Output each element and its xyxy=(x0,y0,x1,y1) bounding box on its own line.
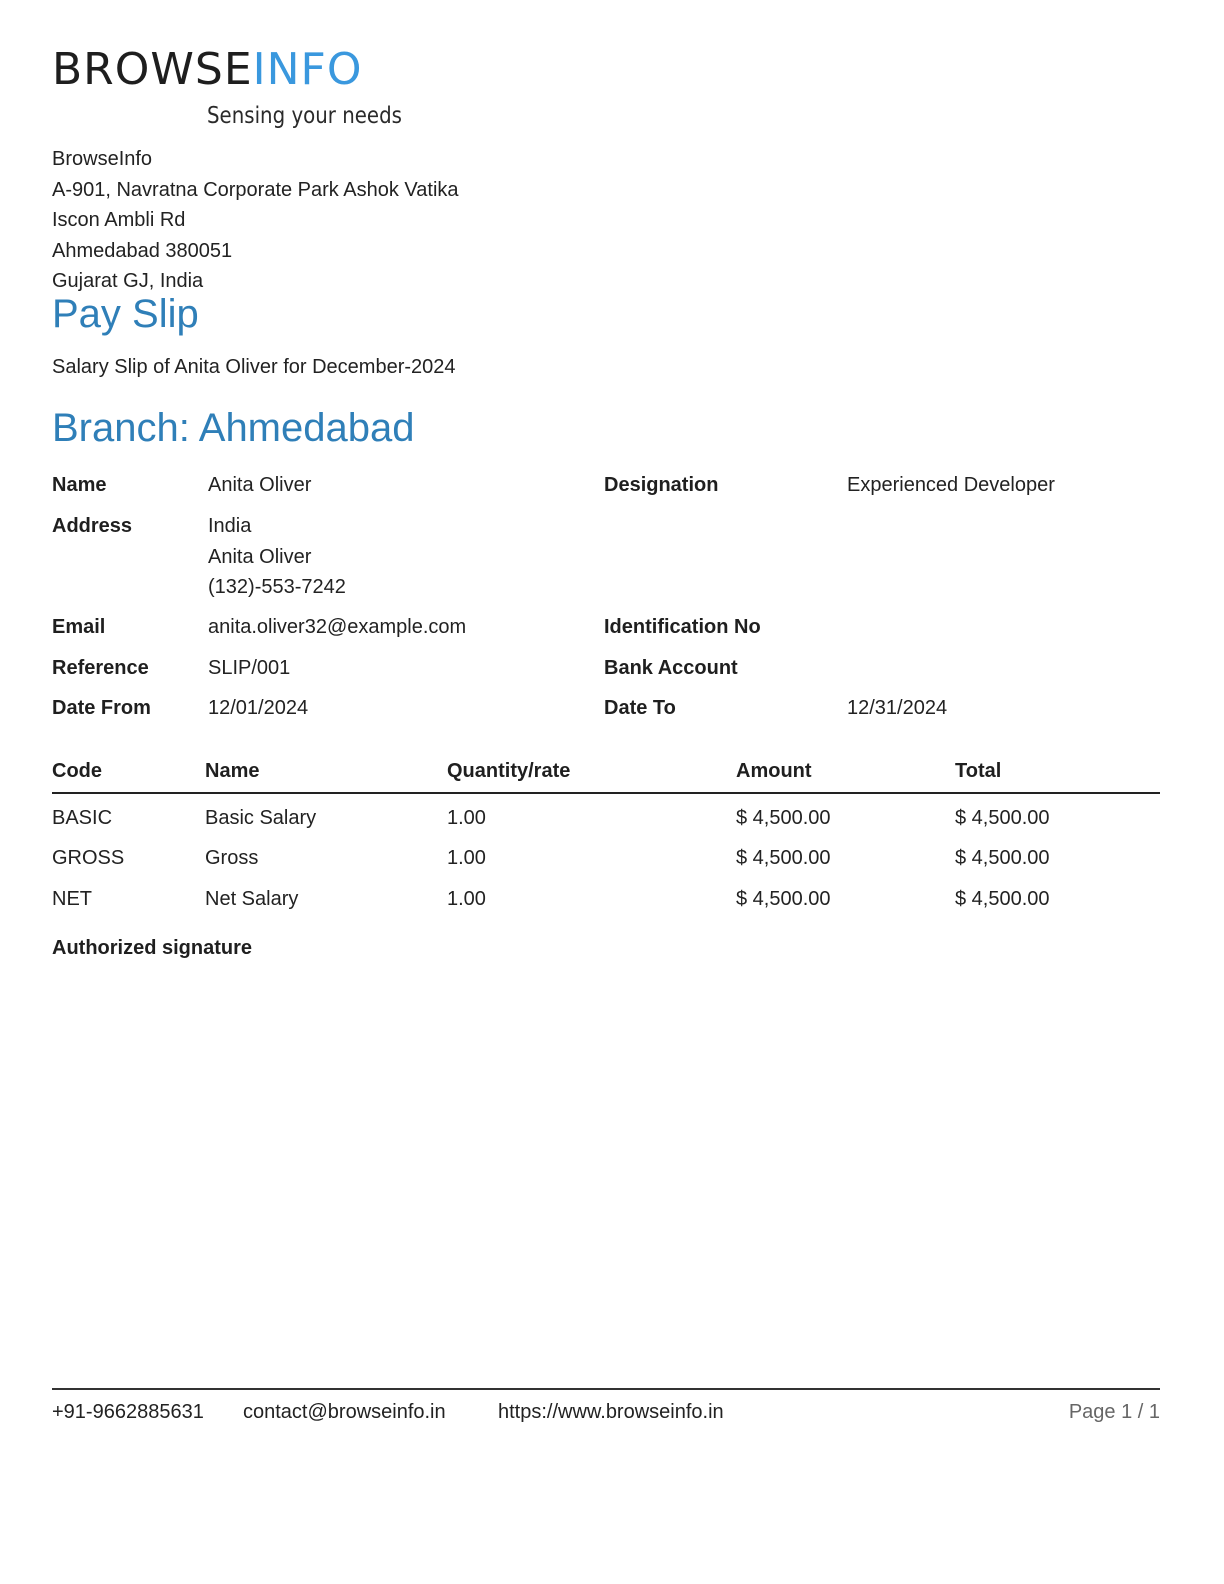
table-row xyxy=(52,793,1160,839)
date-from: 12/01/2024 xyxy=(208,697,309,719)
address-line: India xyxy=(208,515,252,537)
footer-website: https://www.browseinfo.in xyxy=(498,1401,724,1423)
reference-label: Reference xyxy=(52,657,149,679)
footer-email: contact@browseinfo.in xyxy=(243,1401,446,1423)
email-label: Email xyxy=(52,616,106,638)
footer-phone: +91-9662885631 xyxy=(52,1401,204,1423)
authorized-signature-label: Authorized signature xyxy=(52,937,253,959)
logo-word-dark: BROWSE xyxy=(52,44,253,95)
table-header-row xyxy=(52,758,1160,793)
company-address-line: Ahmedabad 380051 xyxy=(52,239,233,262)
address-line: (132)-553-7242 xyxy=(208,576,346,598)
employee-designation: Experienced Developer xyxy=(847,474,1055,496)
salary-lines-table xyxy=(52,758,1160,920)
company-address-line: Iscon Ambli Rd xyxy=(52,209,186,231)
cell-quantity: 1.00 xyxy=(447,887,486,910)
logo-tagline: Sensing your needs xyxy=(207,103,402,129)
cell-amount: $ 4,500.00 xyxy=(736,847,831,870)
cell-total: $ 4,500.00 xyxy=(955,847,1050,870)
cell-name: Net Salary xyxy=(205,887,299,910)
company-address xyxy=(52,144,459,297)
employee-email: anita.oliver32@example.com xyxy=(208,616,467,638)
table-row xyxy=(52,839,1160,880)
company-logo xyxy=(52,44,412,140)
footer-divider xyxy=(52,1388,1160,1390)
cell-quantity: 1.00 xyxy=(447,806,486,829)
column-header-code: Code xyxy=(52,758,205,793)
employee-name: Anita Oliver xyxy=(208,474,312,496)
cell-amount: $ 4,500.00 xyxy=(736,887,831,910)
cell-quantity: 1.00 xyxy=(447,847,486,870)
identification-label: Identification No xyxy=(604,616,761,638)
page-title: Pay Slip xyxy=(52,292,199,336)
branch-heading: Branch: Ahmedabad xyxy=(52,406,415,450)
cell-name: Gross xyxy=(205,847,259,870)
address-line: Anita Oliver xyxy=(208,545,312,568)
column-header-quantity: Quantity/rate xyxy=(447,758,736,793)
name-label: Name xyxy=(52,474,107,496)
cell-name: Basic Salary xyxy=(205,806,317,829)
cell-total: $ 4,500.00 xyxy=(955,887,1050,910)
designation-label: Designation xyxy=(604,474,719,496)
company-name: BrowseInfo xyxy=(52,148,153,170)
column-header-amount: Amount xyxy=(736,758,955,793)
slip-subtitle: Salary Slip of Anita Oliver for December-2024 xyxy=(52,356,456,378)
cell-code: BASIC xyxy=(52,806,113,829)
cell-amount: $ 4,500.00 xyxy=(736,806,831,829)
date-to-label: Date To xyxy=(604,697,676,719)
cell-code: NET xyxy=(52,887,92,910)
column-header-total: Total xyxy=(955,758,1160,793)
payslip-page xyxy=(52,0,1160,1584)
company-address-line: A-901, Navratna Corporate Park Ashok Vatika xyxy=(52,178,459,201)
date-to: 12/31/2024 xyxy=(847,697,948,719)
company-address-line: Gujarat GJ, India xyxy=(52,270,204,292)
employee-address xyxy=(208,511,346,603)
slip-reference: SLIP/001 xyxy=(208,657,291,679)
logo-wordmark xyxy=(52,44,363,95)
column-header-name: Name xyxy=(205,758,447,793)
cell-code: GROSS xyxy=(52,847,125,870)
date-from-label: Date From xyxy=(52,697,151,719)
logo-word-blue: INFO xyxy=(252,44,363,95)
address-label: Address xyxy=(52,515,133,537)
cell-total: $ 4,500.00 xyxy=(955,806,1050,829)
bank-account-label: Bank Account xyxy=(604,657,738,679)
footer-page-number: Page 1 / 1 xyxy=(1068,1401,1160,1423)
table-row xyxy=(52,879,1160,920)
